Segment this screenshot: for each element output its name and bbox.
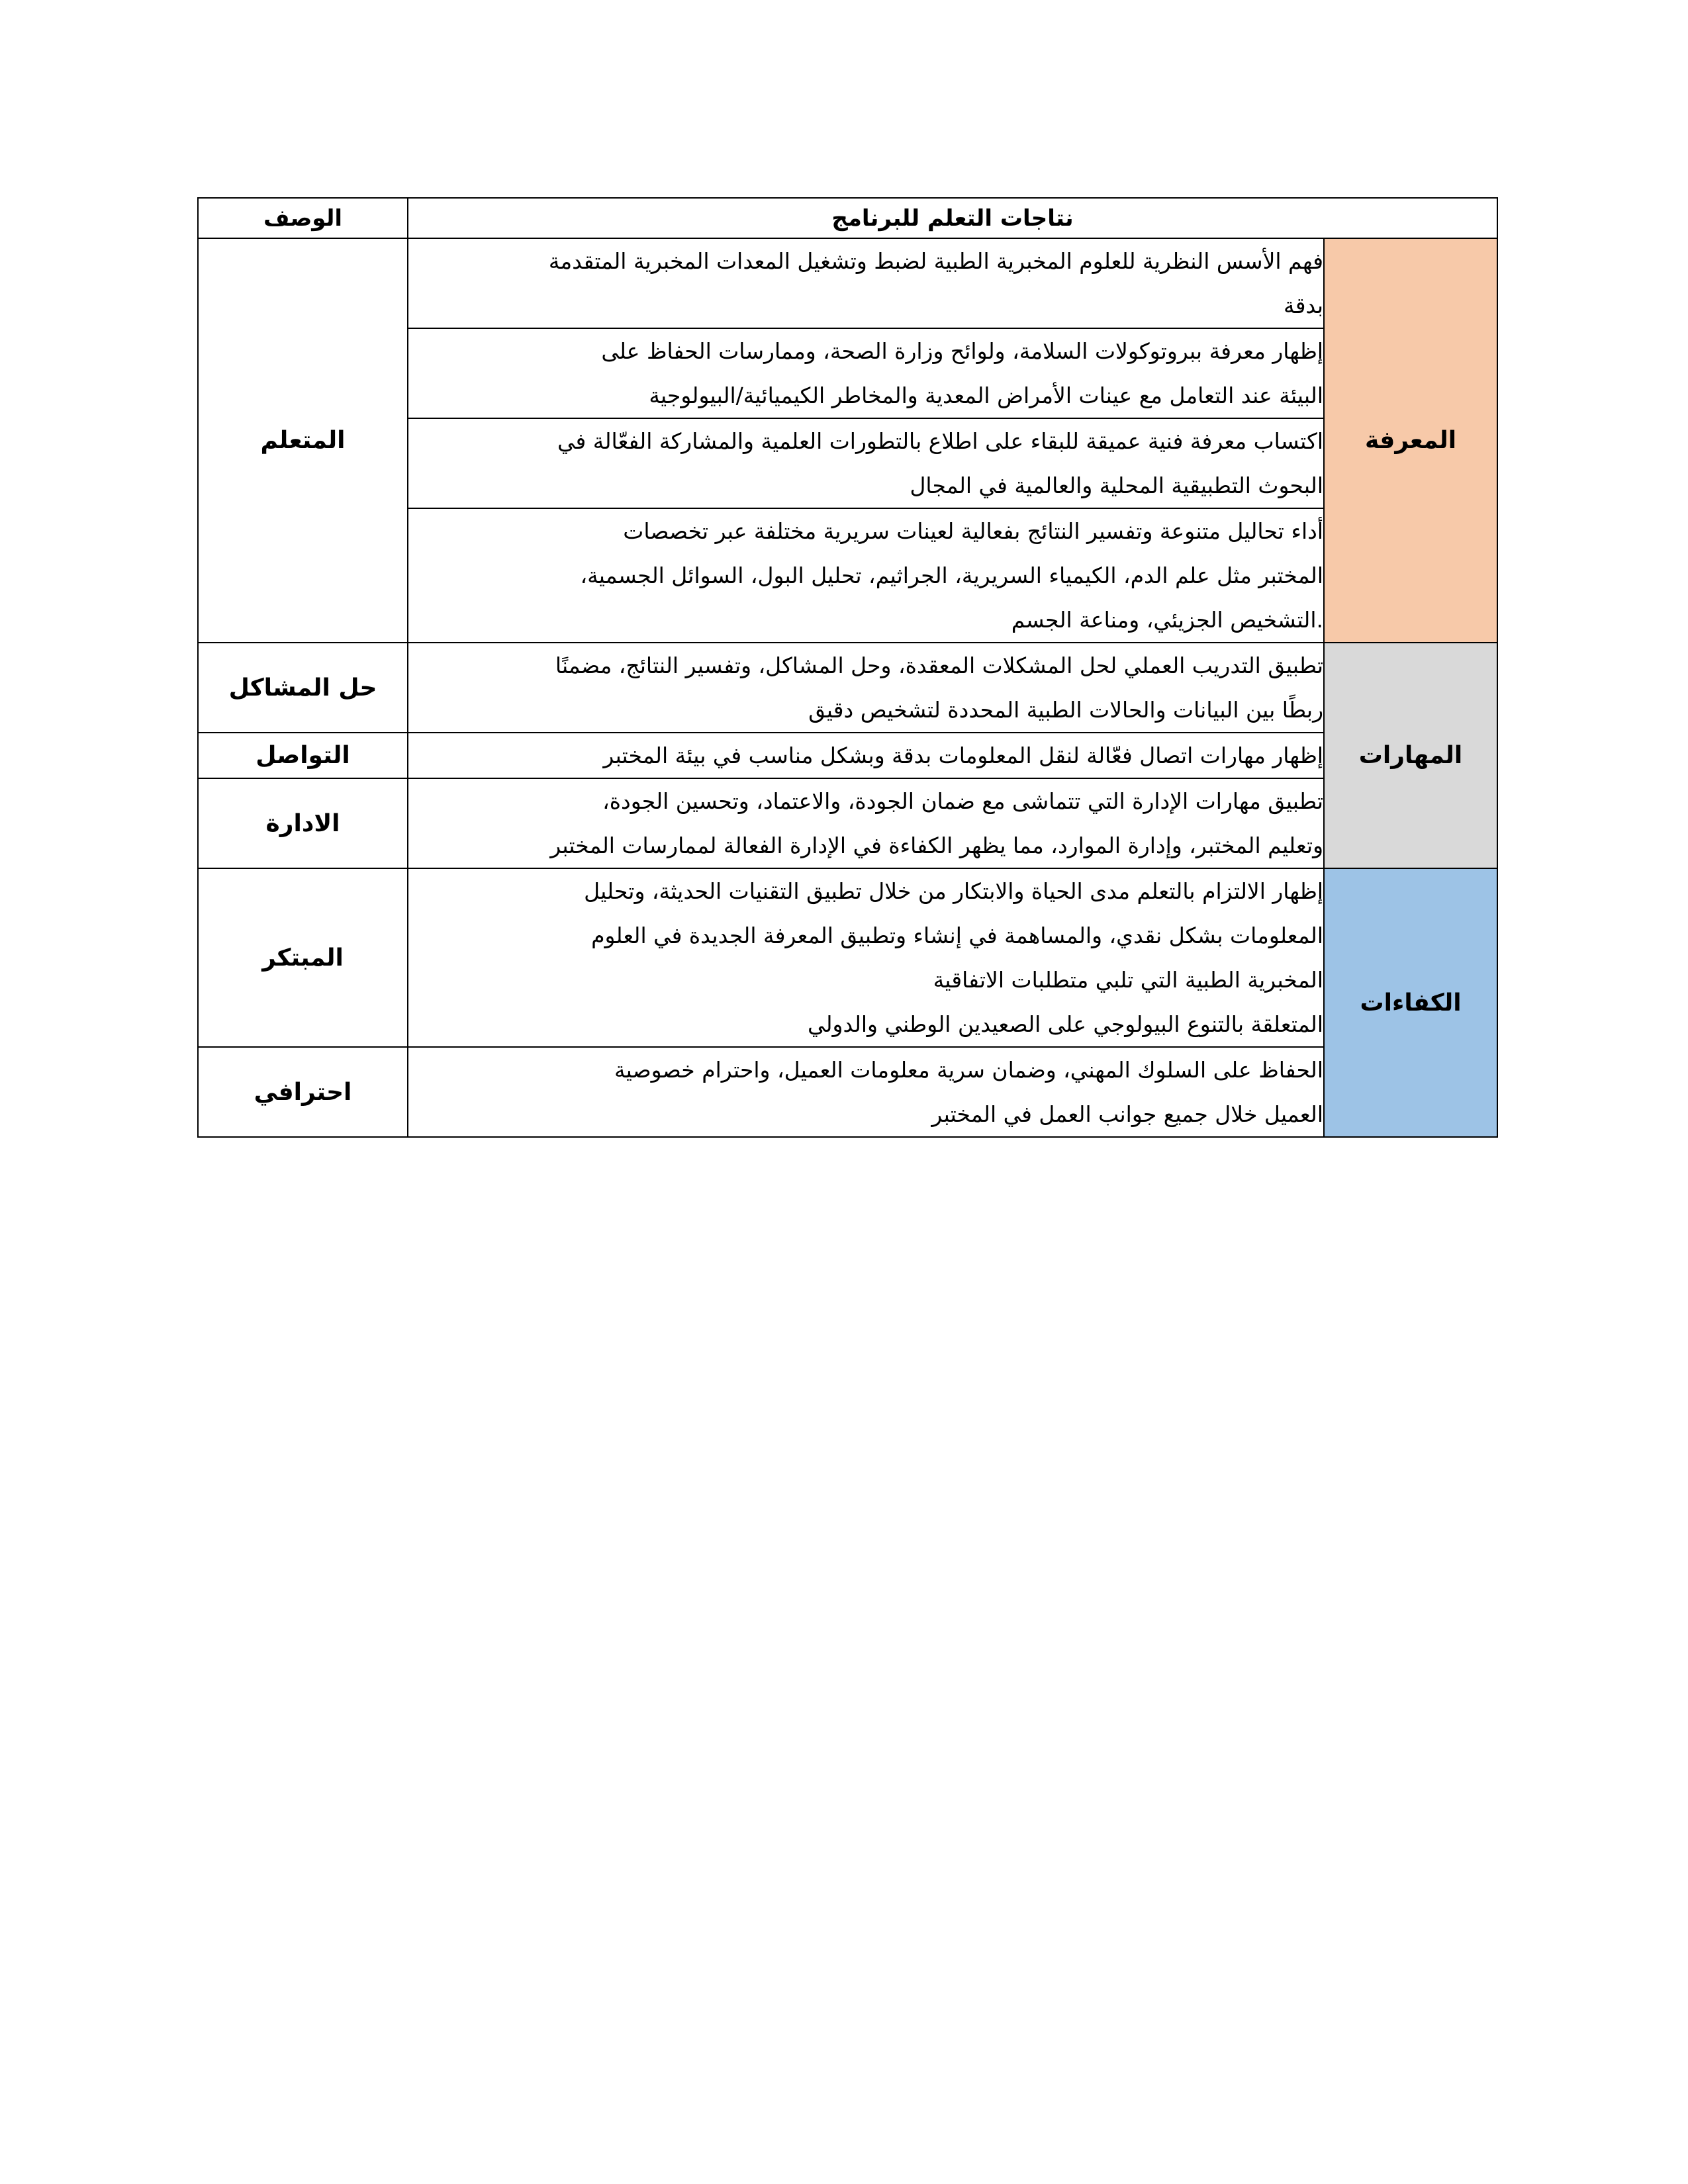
category-competencies: الكفاءات: [1324, 868, 1497, 1137]
learning-outcomes-table: [197, 197, 1498, 1138]
outcome-cell: [408, 1047, 1324, 1137]
descriptor-problem-solving: حل المشاكل: [198, 643, 408, 733]
outcome-line: إظهار معرفة ببروتوكولات السلامة، ولوائح وزارة الصحة، وممارسات الحفاظ على: [601, 338, 1324, 364]
outcome-cell: [408, 733, 1324, 778]
outcome-line: المخبرية الطبية التي تلبي متطلبات الاتفاقية: [933, 967, 1324, 993]
outcome-line: اكتساب معرفة فنية عميقة للبقاء على اطلاع بالتطورات العلمية والمشاركة الفعّالة في: [557, 428, 1324, 454]
outcome-cell: [408, 778, 1324, 868]
outcome-line: فهم الأسس النظرية للعلوم المخبرية الطبية لضبط وتشغيل المعدات المخبرية المتقدمة: [548, 248, 1324, 274]
outcome-cell: [408, 238, 1324, 328]
outcome-line: .التشخيص الجزيئي، ومناعة الجسم: [1011, 607, 1324, 633]
descriptor-learner: المتعلم: [198, 238, 408, 643]
table-row: [198, 868, 1497, 1047]
outcome-cell: [408, 418, 1324, 508]
outcome-line: بدقة: [1284, 293, 1324, 318]
outcomes-header: نتاجات التعلم للبرنامج: [408, 198, 1497, 238]
outcome-line: أداء تحاليل متنوعة وتفسير النتائج بفعالية لعينات سريرية مختلفة عبر تخصصات: [623, 518, 1324, 544]
outcome-line: إظهار الالتزام بالتعلم مدى الحياة والابتكار من خلال تطبيق التقنيات الحديثة، وتحليل: [584, 878, 1324, 904]
header-row: [198, 198, 1497, 238]
table-row: [198, 643, 1497, 733]
outcome-line: البحوث التطبيقية المحلية والعالمية في المجال: [910, 473, 1324, 498]
outcome-line: ربطًا بين البيانات والحالات الطبية المحددة لتشخيص دقيق: [808, 697, 1324, 723]
descriptor-management: الادارة: [198, 778, 408, 868]
outcome-line: تطبيق مهارات الإدارة التي تتماشى مع ضمان الجودة، والاعتماد، وتحسين الجودة،: [602, 788, 1324, 814]
category-skills: المهارات: [1324, 643, 1497, 868]
table-row: [198, 1047, 1497, 1137]
table-row: [198, 238, 1497, 328]
descriptor-innovator: المبتكر: [198, 868, 408, 1047]
outcome-line: تطبيق التدريب العملي لحل المشكلات المعقدة، وحل المشاكل، وتفسير النتائج، مضمنًا: [555, 653, 1324, 678]
outcome-cell: [408, 643, 1324, 733]
descriptor-communication: التواصل: [198, 733, 408, 778]
outcome-line: البيئة عند التعامل مع عينات الأمراض المعدية والمخاطر الكيميائية/البيولوجية: [649, 383, 1324, 408]
outcome-cell: [408, 508, 1324, 643]
table-row: [198, 733, 1497, 778]
outcome-line: إظهار مهارات اتصال فعّالة لنقل المعلومات بدقة وبشكل مناسب في بيئة المختبر: [603, 743, 1324, 768]
category-knowledge: المعرفة: [1324, 238, 1497, 643]
outcome-line: العميل خلال جميع جوانب العمل في المختبر: [931, 1101, 1324, 1127]
outcome-line: وتعليم المختبر، وإدارة الموارد، مما يظهر الكفاءة في الإدارة الفعالة لممارسات المختبر: [550, 833, 1324, 858]
outcome-line: المعلومات بشكل نقدي، والمساهمة في إنشاء وتطبيق المعرفة الجديدة في العلوم: [591, 923, 1324, 948]
description-header: الوصف: [198, 198, 408, 238]
outcome-cell: [408, 868, 1324, 1047]
outcome-line: المتعلقة بالتنوع البيولوجي على الصعيدين الوطني والدولي: [808, 1011, 1324, 1037]
outcome-line: الحفاظ على السلوك المهني، وضمان سرية معلومات العميل، واحترام خصوصية: [614, 1057, 1324, 1083]
outcome-line: المختبر مثل علم الدم، الكيمياء السريرية، الجراثيم، تحليل البول، السوائل الجسمية،: [580, 563, 1324, 588]
table-row: [198, 778, 1497, 868]
outcome-cell: [408, 328, 1324, 418]
descriptor-professional: احترافي: [198, 1047, 408, 1137]
